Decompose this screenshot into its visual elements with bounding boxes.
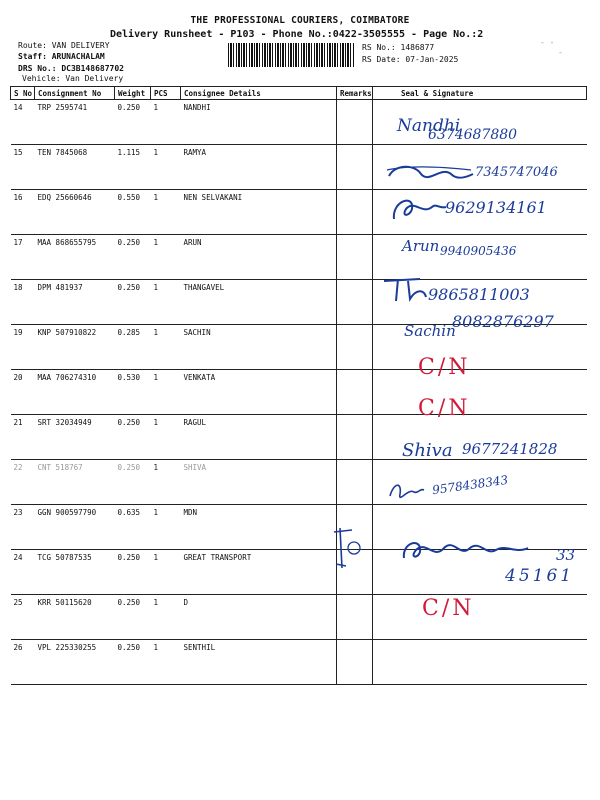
cell-weight: 0.250 <box>115 640 151 685</box>
route-label: Route: VAN DELIVERY <box>18 41 110 50</box>
table-row <box>11 640 587 685</box>
rs-number: RS No.: 1486877 <box>362 43 435 52</box>
phone-shiva: 9677241828 <box>462 440 558 458</box>
stamp-mark-great-transport <box>330 524 370 572</box>
col-header-pcs: PCS <box>151 87 181 100</box>
cell-sno: 18 <box>11 280 35 325</box>
cell-pcs: 1 <box>151 415 181 460</box>
cell-consignment: TEN 7845068 <box>35 145 115 190</box>
cell-consignment: TRP 2595741 <box>35 100 115 145</box>
cell-sno: 25 <box>11 595 35 640</box>
vehicle-label: Vehicle: Van Delivery <box>22 74 124 83</box>
cell-consignee: NANDHI <box>181 100 337 145</box>
cell-pcs: 1 <box>151 460 181 505</box>
cell-pcs: 1 <box>151 640 181 685</box>
phone-thangavel: 9865811003 <box>428 285 530 304</box>
phone-mdn: 9578438343 <box>431 472 509 498</box>
cell-consignment: EDQ 25660646 <box>35 190 115 235</box>
cell-sno: 14 <box>11 100 35 145</box>
cell-consignee: MDN <box>181 505 337 550</box>
phone-d-part1: 33 <box>556 546 576 564</box>
col-header-weight: Weight <box>115 87 151 100</box>
signature-selvakani <box>388 193 448 227</box>
cell-weight: 0.250 <box>115 460 151 505</box>
cell-remarks <box>337 325 373 370</box>
table-header-row <box>11 87 587 100</box>
cell-weight: 0.250 <box>115 235 151 280</box>
cell-sno: 16 <box>11 190 35 235</box>
cell-sno: 19 <box>11 325 35 370</box>
cell-weight: 1.115 <box>115 145 151 190</box>
cn-mark-venkata: C/N <box>418 355 471 380</box>
phone-d-part2: 45161 <box>505 566 575 586</box>
cell-pcs: 1 <box>151 325 181 370</box>
scan-mark: - - <box>540 38 555 47</box>
cell-signature <box>373 370 587 415</box>
cell-consignee: THANGAVEL <box>181 280 337 325</box>
signature-nandhi: Nandhi <box>397 116 461 136</box>
cell-sno: 24 <box>11 550 35 595</box>
phone-sachin: 8082876297 <box>452 312 554 331</box>
table-row <box>11 370 587 415</box>
cell-weight: 0.530 <box>115 370 151 415</box>
cell-consignee: ARUN <box>181 235 337 280</box>
cell-remarks <box>337 280 373 325</box>
company-name: THE PROFESSIONAL COURIERS, COIMBATORE <box>190 15 410 26</box>
cell-sno: 22 <box>11 460 35 505</box>
cell-remarks <box>337 190 373 235</box>
cell-remarks <box>337 370 373 415</box>
cell-consignee: RAMYA <box>181 145 337 190</box>
cell-weight: 0.250 <box>115 595 151 640</box>
cell-signature <box>373 640 587 685</box>
col-header-signature: Seal & Signature <box>373 87 587 100</box>
cell-consignee: D <box>181 595 337 640</box>
cell-weight: 0.250 <box>115 100 151 145</box>
cell-signature <box>373 595 587 640</box>
barcode-image <box>228 43 354 67</box>
phone-arun: 9940905436 <box>440 244 517 258</box>
cn-mark-senthil: C/N <box>422 596 475 621</box>
scan-mark: - <box>558 48 563 57</box>
cell-consignment: DPM 481937 <box>35 280 115 325</box>
cell-consignment: KNP 507910822 <box>35 325 115 370</box>
cell-consignment: TCG 50787535 <box>35 550 115 595</box>
cell-remarks <box>337 595 373 640</box>
cell-pcs: 1 <box>151 505 181 550</box>
cell-consignee: NEN SELVAKANI <box>181 190 337 235</box>
runsheet-title-text: Delivery Runsheet - P103 - Phone No.:0422-3505555 - Page No.:2 <box>110 29 484 40</box>
cell-remarks <box>337 235 373 280</box>
phone-ramya: 7345747046 <box>475 165 558 180</box>
cell-pcs: 1 <box>151 550 181 595</box>
cell-sno: 15 <box>11 145 35 190</box>
cell-sno: 21 <box>11 415 35 460</box>
table-row <box>11 325 587 370</box>
phone-nandhi: 6374687880 <box>428 127 518 143</box>
signature-ramya <box>385 160 475 190</box>
cell-weight: 0.550 <box>115 190 151 235</box>
cell-consignment: SRT 32034949 <box>35 415 115 460</box>
cell-sno: 23 <box>11 505 35 550</box>
cell-sno: 26 <box>11 640 35 685</box>
cell-consignment: CNT 518767 <box>35 460 115 505</box>
cell-pcs: 1 <box>151 235 181 280</box>
cell-consignee: SENTHIL <box>181 640 337 685</box>
runsheet-title <box>110 29 550 40</box>
col-header-consignment: Consignment No <box>35 87 115 100</box>
cell-remarks <box>337 640 373 685</box>
col-header-sno: S No <box>11 87 35 100</box>
staff-label: Staff: ARUNACHALAM <box>18 52 105 61</box>
cell-remarks <box>337 415 373 460</box>
cell-consignee: VENKATA <box>181 370 337 415</box>
cell-weight: 0.285 <box>115 325 151 370</box>
cell-remarks <box>337 460 373 505</box>
cell-consignee: SHIVA <box>181 460 337 505</box>
signature-mdn <box>386 478 426 506</box>
signature-sachin: Sachin <box>404 322 456 340</box>
cell-remarks <box>337 145 373 190</box>
cell-weight: 0.250 <box>115 550 151 595</box>
phone-selvakani: 9629134161 <box>445 198 547 217</box>
drs-number: DRS No.: DC3B148687702 <box>18 64 124 73</box>
cell-consignment: MAA 706274310 <box>35 370 115 415</box>
cell-pcs: 1 <box>151 280 181 325</box>
table-row <box>11 595 587 640</box>
cell-consignee: SACHIN <box>181 325 337 370</box>
signature-arun: Arun <box>402 237 440 255</box>
cn-mark-ragul: C/N <box>418 396 471 421</box>
cell-consignment: MAA 868655795 <box>35 235 115 280</box>
cell-consignment: KRR 50115620 <box>35 595 115 640</box>
cell-consignee: RAGUL <box>181 415 337 460</box>
signature-d <box>398 536 538 568</box>
cell-pcs: 1 <box>151 370 181 415</box>
cell-pcs: 1 <box>151 595 181 640</box>
cell-weight: 0.250 <box>115 415 151 460</box>
col-header-consignee: Consignee Details <box>181 87 337 100</box>
signature-shiva: Shiva <box>402 440 453 461</box>
signature-thangavel <box>380 275 430 305</box>
cell-remarks <box>337 100 373 145</box>
cell-pcs: 1 <box>151 190 181 235</box>
cell-sno: 17 <box>11 235 35 280</box>
cell-consignment: VPL 225330255 <box>35 640 115 685</box>
cell-consignment: GGN 900597790 <box>35 505 115 550</box>
cell-sno: 20 <box>11 370 35 415</box>
cell-weight: 0.635 <box>115 505 151 550</box>
col-header-remarks: Remarks <box>337 87 373 100</box>
rs-date: RS Date: 07-Jan-2025 <box>362 55 459 64</box>
cell-consignee: GREAT TRANSPORT <box>181 550 337 595</box>
cell-pcs: 1 <box>151 100 181 145</box>
cell-pcs: 1 <box>151 145 181 190</box>
cell-weight: 0.250 <box>115 280 151 325</box>
